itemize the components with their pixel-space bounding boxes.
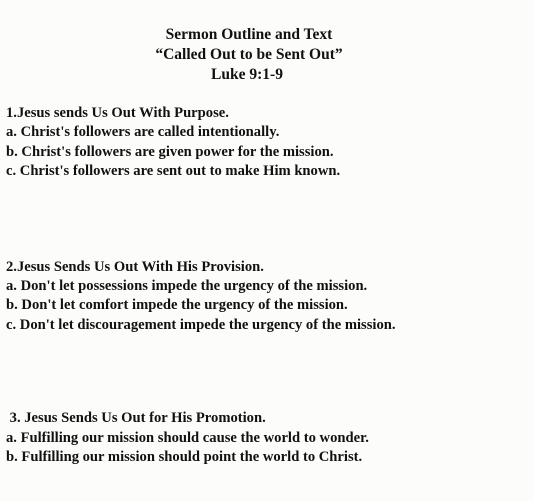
section-point: b. Don't let comfort impede the urgency of the mission. <box>6 297 348 313</box>
section-point: b. Christ's followers are given power for the mission. <box>6 144 334 160</box>
section-point: c. Don't let discouragement impede the urgency of the mission. <box>6 317 396 333</box>
section-heading: 1.Jesus sends Us Out With Purpose. <box>6 105 229 121</box>
section-point: a. Christ's followers are called intentionally. <box>6 124 280 140</box>
section-point: a. Don't let possessions impede the urgency of the mission. <box>6 278 368 294</box>
section-heading: 2.Jesus Sends Us Out With His Provision. <box>6 259 264 275</box>
scripture-reference: Luke 9:1-9 <box>211 66 283 83</box>
sermon-title: “Called Out to be Sent Out” <box>155 46 343 63</box>
section-point: c. Christ's followers are sent out to make Him known. <box>6 163 341 179</box>
title-line: Sermon Outline and Text <box>165 26 333 43</box>
section-point: b. Fulfilling our mission should point the world to Christ. <box>6 449 363 465</box>
section-heading: 3. Jesus Sends Us Out for His Promotion. <box>6 410 266 426</box>
section-point: a. Fulfilling our mission should cause the world to wonder. <box>6 430 369 446</box>
